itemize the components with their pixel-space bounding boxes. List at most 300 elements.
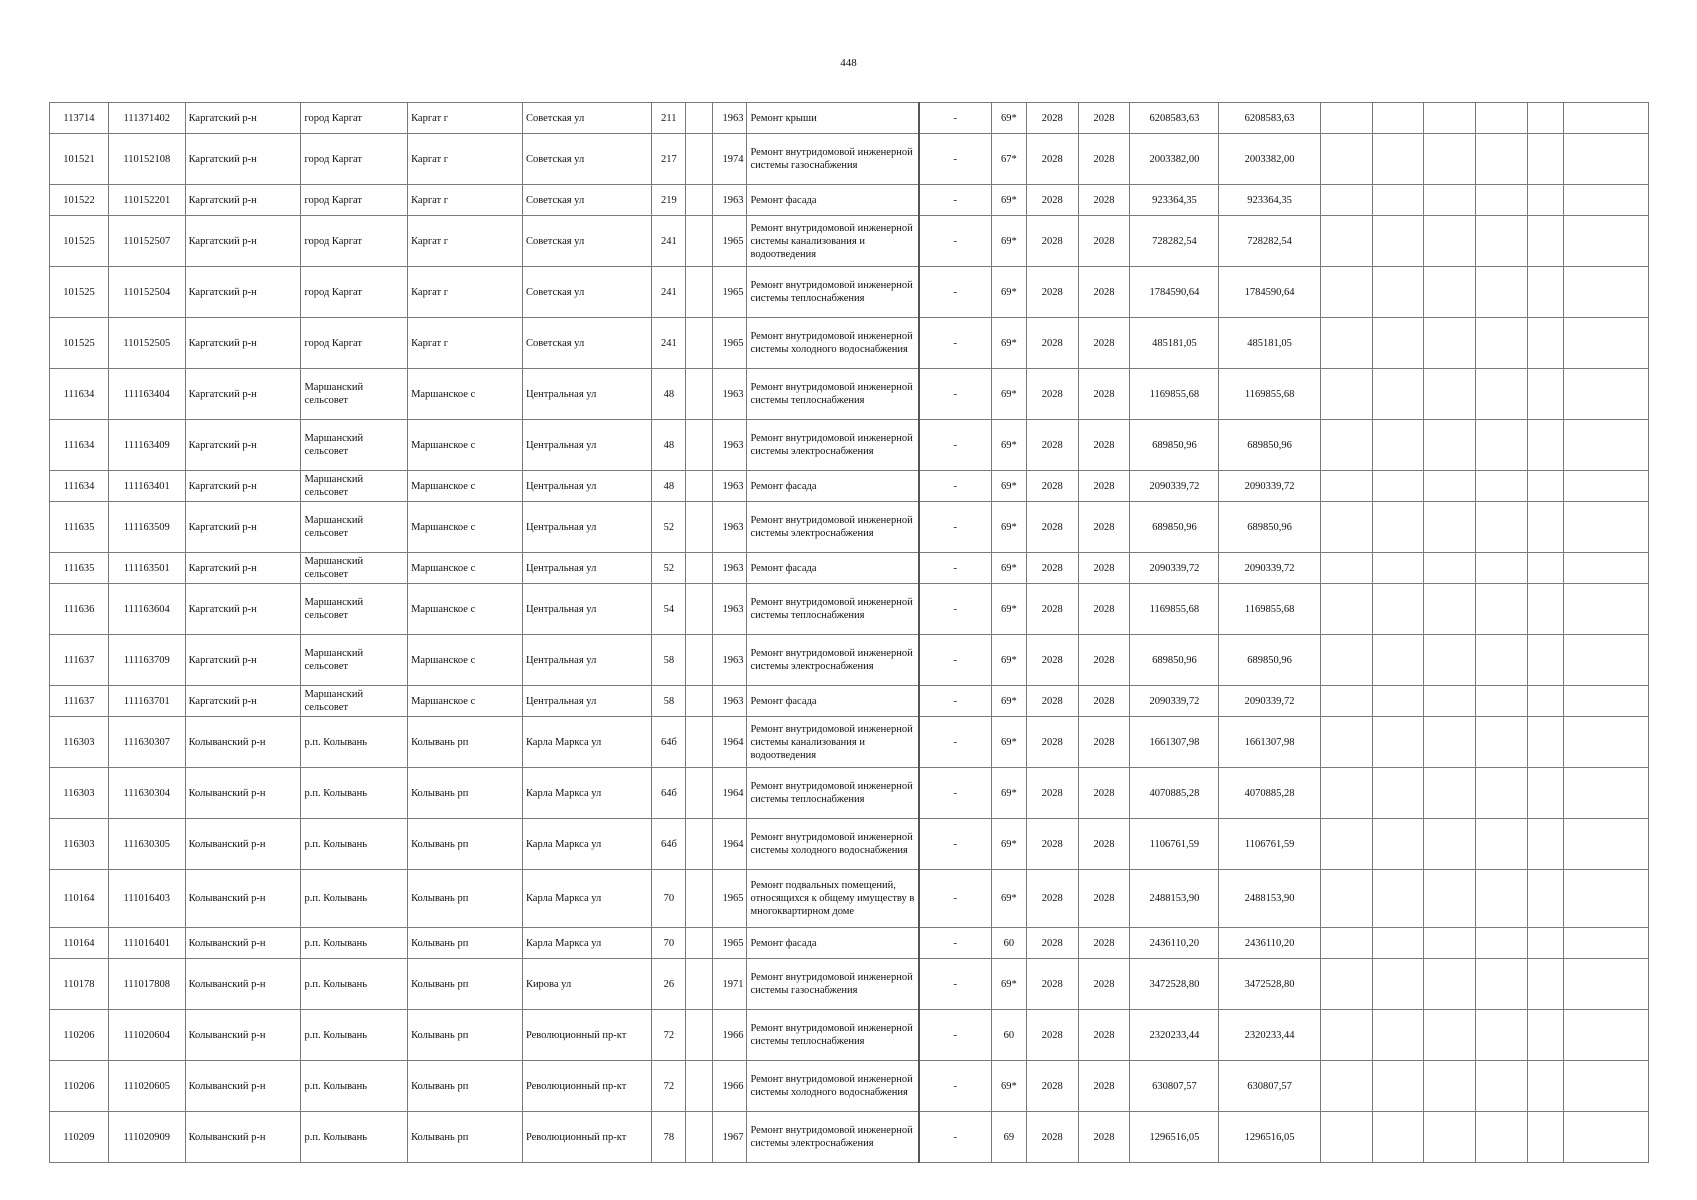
cell-total: 4070885,28 bbox=[1219, 768, 1320, 819]
cell-empty bbox=[1424, 1112, 1476, 1163]
cell-year: 1964 bbox=[713, 717, 747, 768]
cell-year-start: 2028 bbox=[1026, 870, 1078, 928]
cell-house: 241 bbox=[652, 318, 686, 369]
cell-empty bbox=[1563, 553, 1648, 584]
cell-year-start: 2028 bbox=[1026, 1112, 1078, 1163]
cell-work-type: Ремонт внутридомовой инженерной системы канализования и водоотведения bbox=[747, 216, 919, 267]
cell-id: 111637 bbox=[50, 686, 109, 717]
cell-empty bbox=[1476, 635, 1528, 686]
cell-year-end: 2028 bbox=[1078, 502, 1130, 553]
cell-settlement: Маршанское с bbox=[408, 635, 523, 686]
cell-total: 2090339,72 bbox=[1219, 686, 1320, 717]
cell-year-end: 2028 bbox=[1078, 267, 1130, 318]
cell-cost: 6208583,63 bbox=[1130, 103, 1219, 134]
cell-wear: 69* bbox=[991, 103, 1026, 134]
cell-municipality: город Каргат bbox=[301, 318, 408, 369]
cell-code: 111016403 bbox=[108, 870, 185, 928]
cell-id: 101522 bbox=[50, 185, 109, 216]
cell-year-start: 2028 bbox=[1026, 553, 1078, 584]
cell-municipality: р.п. Колывань bbox=[301, 819, 408, 870]
cell-empty bbox=[1424, 1010, 1476, 1061]
page-number: 448 bbox=[840, 57, 857, 69]
table-row bbox=[50, 216, 1649, 267]
cell-wear: 69* bbox=[991, 318, 1026, 369]
table-row bbox=[50, 768, 1649, 819]
cell-total: 728282,54 bbox=[1219, 216, 1320, 267]
cell-dash: - bbox=[919, 318, 991, 369]
cell-empty bbox=[1563, 1010, 1648, 1061]
cell-wear: 69* bbox=[991, 584, 1026, 635]
cell-empty bbox=[1527, 635, 1563, 686]
cell-empty bbox=[1372, 502, 1424, 553]
cell-empty bbox=[1527, 553, 1563, 584]
cell-cost: 4070885,28 bbox=[1130, 768, 1219, 819]
cell-work-type: Ремонт фасада bbox=[747, 553, 919, 584]
cell-empty bbox=[686, 471, 713, 502]
cell-empty bbox=[1424, 584, 1476, 635]
cell-empty bbox=[1563, 318, 1648, 369]
cell-street: Советская ул bbox=[522, 134, 651, 185]
cell-settlement: Каргат г bbox=[408, 103, 523, 134]
cell-year-end: 2028 bbox=[1078, 819, 1130, 870]
cell-total: 1169855,68 bbox=[1219, 584, 1320, 635]
cell-empty bbox=[1320, 819, 1372, 870]
cell-settlement: Маршанское с bbox=[408, 686, 523, 717]
cell-empty bbox=[1320, 768, 1372, 819]
cell-empty bbox=[686, 1061, 713, 1112]
cell-work-type: Ремонт внутридомовой инженерной системы холодного водоснабжения bbox=[747, 1061, 919, 1112]
cell-id: 110209 bbox=[50, 1112, 109, 1163]
cell-total: 689850,96 bbox=[1219, 420, 1320, 471]
cell-work-type: Ремонт крыши bbox=[747, 103, 919, 134]
cell-work-type: Ремонт внутридомовой инженерной системы канализования и водоотведения bbox=[747, 717, 919, 768]
cell-wear: 60 bbox=[991, 928, 1026, 959]
cell-year-start: 2028 bbox=[1026, 584, 1078, 635]
cell-year: 1963 bbox=[713, 553, 747, 584]
table-row bbox=[50, 134, 1649, 185]
cell-empty bbox=[1476, 1010, 1528, 1061]
cell-year-end: 2028 bbox=[1078, 1112, 1130, 1163]
cell-empty bbox=[1563, 1112, 1648, 1163]
cell-empty bbox=[1476, 1061, 1528, 1112]
cell-id: 110206 bbox=[50, 1010, 109, 1061]
cell-empty bbox=[1372, 216, 1424, 267]
cell-year-start: 2028 bbox=[1026, 103, 1078, 134]
cell-empty bbox=[1527, 471, 1563, 502]
cell-empty bbox=[1476, 369, 1528, 420]
cell-empty bbox=[1563, 134, 1648, 185]
cell-empty bbox=[1563, 819, 1648, 870]
cell-empty bbox=[1476, 870, 1528, 928]
cell-wear: 69* bbox=[991, 870, 1026, 928]
cell-empty bbox=[686, 1010, 713, 1061]
cell-year-start: 2028 bbox=[1026, 1010, 1078, 1061]
cell-cost: 1661307,98 bbox=[1130, 717, 1219, 768]
cell-empty bbox=[1424, 959, 1476, 1010]
cell-street: Центральная ул bbox=[522, 553, 651, 584]
cell-cost: 689850,96 bbox=[1130, 635, 1219, 686]
cell-empty bbox=[1527, 502, 1563, 553]
cell-empty bbox=[1372, 318, 1424, 369]
cell-empty bbox=[1320, 1061, 1372, 1112]
cell-year-end: 2028 bbox=[1078, 1061, 1130, 1112]
cell-empty bbox=[1320, 959, 1372, 1010]
cell-year-start: 2028 bbox=[1026, 420, 1078, 471]
table-row bbox=[50, 819, 1649, 870]
cell-year-end: 2028 bbox=[1078, 635, 1130, 686]
cell-settlement: Колывань рп bbox=[408, 1112, 523, 1163]
cell-settlement: Маршанское с bbox=[408, 369, 523, 420]
cell-house: 58 bbox=[652, 635, 686, 686]
cell-dash: - bbox=[919, 959, 991, 1010]
cell-code: 111020605 bbox=[108, 1061, 185, 1112]
cell-municipality: Маршанский сельсовет bbox=[301, 420, 408, 471]
cell-house: 70 bbox=[652, 928, 686, 959]
cell-year-start: 2028 bbox=[1026, 502, 1078, 553]
cell-cost: 689850,96 bbox=[1130, 420, 1219, 471]
cell-empty bbox=[1563, 267, 1648, 318]
cell-empty bbox=[1527, 103, 1563, 134]
cell-empty bbox=[1476, 134, 1528, 185]
cell-empty bbox=[686, 267, 713, 318]
cell-work-type: Ремонт внутридомовой инженерной системы холодного водоснабжения bbox=[747, 318, 919, 369]
cell-district: Каргатский р-н bbox=[185, 318, 301, 369]
cell-empty bbox=[1476, 103, 1528, 134]
cell-settlement: Каргат г bbox=[408, 318, 523, 369]
cell-year-end: 2028 bbox=[1078, 686, 1130, 717]
table-row bbox=[50, 553, 1649, 584]
cell-year-start: 2028 bbox=[1026, 768, 1078, 819]
cell-empty bbox=[1563, 870, 1648, 928]
cell-year: 1965 bbox=[713, 870, 747, 928]
cell-code: 111163404 bbox=[108, 369, 185, 420]
cell-year-start: 2028 bbox=[1026, 959, 1078, 1010]
cell-year-start: 2028 bbox=[1026, 717, 1078, 768]
cell-year: 1967 bbox=[713, 1112, 747, 1163]
cell-district: Каргатский р-н bbox=[185, 216, 301, 267]
cell-empty bbox=[686, 185, 713, 216]
cell-cost: 728282,54 bbox=[1130, 216, 1219, 267]
cell-house: 54 bbox=[652, 584, 686, 635]
cell-total: 2320233,44 bbox=[1219, 1010, 1320, 1061]
cell-empty bbox=[1563, 584, 1648, 635]
table-row bbox=[50, 103, 1649, 134]
cell-empty bbox=[686, 420, 713, 471]
cell-dash: - bbox=[919, 134, 991, 185]
table-row bbox=[50, 471, 1649, 502]
cell-empty bbox=[686, 318, 713, 369]
cell-work-type: Ремонт внутридомовой инженерной системы электроснабжения bbox=[747, 502, 919, 553]
table-row bbox=[50, 1061, 1649, 1112]
cell-street: Центральная ул bbox=[522, 686, 651, 717]
cell-wear: 69* bbox=[991, 369, 1026, 420]
cell-empty bbox=[1424, 420, 1476, 471]
cell-wear: 69* bbox=[991, 267, 1026, 318]
cell-id: 101525 bbox=[50, 318, 109, 369]
cell-work-type: Ремонт внутридомовой инженерной системы газоснабжения bbox=[747, 134, 919, 185]
cell-empty bbox=[1320, 717, 1372, 768]
cell-empty bbox=[1320, 267, 1372, 318]
cell-empty bbox=[1424, 928, 1476, 959]
cell-empty bbox=[1372, 584, 1424, 635]
cell-empty bbox=[1476, 1112, 1528, 1163]
cell-work-type: Ремонт фасада bbox=[747, 686, 919, 717]
cell-year-start: 2028 bbox=[1026, 686, 1078, 717]
cell-district: Каргатский р-н bbox=[185, 103, 301, 134]
cell-cost: 2436110,20 bbox=[1130, 928, 1219, 959]
cell-dash: - bbox=[919, 928, 991, 959]
cell-street: Кирова ул bbox=[522, 959, 651, 1010]
cell-empty bbox=[686, 584, 713, 635]
cell-municipality: Маршанский сельсовет bbox=[301, 369, 408, 420]
cell-street: Центральная ул bbox=[522, 502, 651, 553]
cell-district: Каргатский р-н bbox=[185, 471, 301, 502]
cell-empty bbox=[1563, 369, 1648, 420]
table-row bbox=[50, 1010, 1649, 1061]
cell-settlement: Маршанское с bbox=[408, 553, 523, 584]
cell-work-type: Ремонт внутридомовой инженерной системы теплоснабжения bbox=[747, 369, 919, 420]
cell-settlement: Колывань рп bbox=[408, 1010, 523, 1061]
table-row bbox=[50, 717, 1649, 768]
cell-wear: 69* bbox=[991, 635, 1026, 686]
cell-empty bbox=[1424, 267, 1476, 318]
cell-total: 630807,57 bbox=[1219, 1061, 1320, 1112]
cell-year: 1963 bbox=[713, 686, 747, 717]
cell-year: 1964 bbox=[713, 819, 747, 870]
cell-district: Каргатский р-н bbox=[185, 686, 301, 717]
cell-year: 1966 bbox=[713, 1010, 747, 1061]
cell-cost: 1169855,68 bbox=[1130, 369, 1219, 420]
cell-municipality: р.п. Колывань bbox=[301, 959, 408, 1010]
cell-street: Карла Маркса ул bbox=[522, 768, 651, 819]
cell-municipality: город Каргат bbox=[301, 267, 408, 318]
cell-work-type: Ремонт внутридомовой инженерной системы теплоснабжения bbox=[747, 1010, 919, 1061]
cell-year: 1963 bbox=[713, 584, 747, 635]
cell-cost: 485181,05 bbox=[1130, 318, 1219, 369]
cell-id: 110206 bbox=[50, 1061, 109, 1112]
cell-code: 111630307 bbox=[108, 717, 185, 768]
cell-work-type: Ремонт фасада bbox=[747, 185, 919, 216]
cell-work-type: Ремонт внутридомовой инженерной системы теплоснабжения bbox=[747, 584, 919, 635]
cell-code: 111163401 bbox=[108, 471, 185, 502]
cell-empty bbox=[1320, 1010, 1372, 1061]
cell-empty bbox=[1320, 553, 1372, 584]
cell-empty bbox=[1372, 819, 1424, 870]
cell-cost: 689850,96 bbox=[1130, 502, 1219, 553]
cell-total: 923364,35 bbox=[1219, 185, 1320, 216]
cell-empty bbox=[1563, 471, 1648, 502]
cell-year: 1965 bbox=[713, 928, 747, 959]
cell-street: Карла Маркса ул bbox=[522, 717, 651, 768]
cell-cost: 1169855,68 bbox=[1130, 584, 1219, 635]
table-row bbox=[50, 502, 1649, 553]
cell-municipality: Маршанский сельсовет bbox=[301, 553, 408, 584]
cell-cost: 923364,35 bbox=[1130, 185, 1219, 216]
cell-house: 72 bbox=[652, 1061, 686, 1112]
cell-street: Советская ул bbox=[522, 216, 651, 267]
cell-code: 111371402 bbox=[108, 103, 185, 134]
cell-dash: - bbox=[919, 870, 991, 928]
cell-id: 111635 bbox=[50, 502, 109, 553]
cell-year: 1963 bbox=[713, 420, 747, 471]
cell-empty bbox=[1320, 103, 1372, 134]
cell-total: 1169855,68 bbox=[1219, 369, 1320, 420]
cell-empty bbox=[1320, 635, 1372, 686]
cell-district: Колыванский р-н bbox=[185, 870, 301, 928]
cell-work-type: Ремонт подвальных помещений, относящихся к общему имуществу в многоквартирном доме bbox=[747, 870, 919, 928]
cell-year-end: 2028 bbox=[1078, 103, 1130, 134]
cell-settlement: Колывань рп bbox=[408, 819, 523, 870]
cell-wear: 69* bbox=[991, 420, 1026, 471]
cell-house: 241 bbox=[652, 216, 686, 267]
cell-house: 64б bbox=[652, 717, 686, 768]
cell-empty bbox=[1476, 768, 1528, 819]
cell-dash: - bbox=[919, 185, 991, 216]
cell-code: 111017808 bbox=[108, 959, 185, 1010]
cell-empty bbox=[1320, 1112, 1372, 1163]
cell-dash: - bbox=[919, 686, 991, 717]
cell-house: 58 bbox=[652, 686, 686, 717]
cell-empty bbox=[1320, 420, 1372, 471]
cell-dash: - bbox=[919, 267, 991, 318]
cell-cost: 2090339,72 bbox=[1130, 553, 1219, 584]
cell-municipality: город Каргат bbox=[301, 134, 408, 185]
cell-house: 48 bbox=[652, 369, 686, 420]
cell-empty bbox=[1476, 959, 1528, 1010]
cell-empty bbox=[1476, 819, 1528, 870]
cell-empty bbox=[1476, 318, 1528, 369]
cell-street: Советская ул bbox=[522, 267, 651, 318]
cell-total: 1784590,64 bbox=[1219, 267, 1320, 318]
cell-dash: - bbox=[919, 216, 991, 267]
table-row bbox=[50, 686, 1649, 717]
capital-repair-table bbox=[49, 102, 1649, 1163]
cell-empty bbox=[1320, 584, 1372, 635]
cell-year: 1963 bbox=[713, 502, 747, 553]
cell-district: Каргатский р-н bbox=[185, 584, 301, 635]
cell-empty bbox=[1424, 870, 1476, 928]
cell-settlement: Маршанское с bbox=[408, 420, 523, 471]
cell-work-type: Ремонт фасада bbox=[747, 471, 919, 502]
cell-empty bbox=[1527, 185, 1563, 216]
cell-total: 1661307,98 bbox=[1219, 717, 1320, 768]
cell-settlement: Колывань рп bbox=[408, 1061, 523, 1112]
table-row bbox=[50, 267, 1649, 318]
cell-empty bbox=[1527, 420, 1563, 471]
cell-year-end: 2028 bbox=[1078, 928, 1130, 959]
cell-district: Колыванский р-н bbox=[185, 1061, 301, 1112]
cell-empty bbox=[1372, 635, 1424, 686]
cell-district: Каргатский р-н bbox=[185, 502, 301, 553]
cell-empty bbox=[1372, 185, 1424, 216]
cell-year-end: 2028 bbox=[1078, 870, 1130, 928]
cell-empty bbox=[1424, 369, 1476, 420]
cell-year: 1963 bbox=[713, 185, 747, 216]
cell-empty bbox=[686, 686, 713, 717]
cell-empty bbox=[1372, 553, 1424, 584]
cell-empty bbox=[1372, 1112, 1424, 1163]
cell-empty bbox=[686, 553, 713, 584]
cell-empty bbox=[1527, 928, 1563, 959]
cell-street: Центральная ул bbox=[522, 635, 651, 686]
cell-cost: 630807,57 bbox=[1130, 1061, 1219, 1112]
cell-street: Советская ул bbox=[522, 318, 651, 369]
cell-empty bbox=[1563, 768, 1648, 819]
cell-empty bbox=[686, 959, 713, 1010]
cell-empty bbox=[1476, 420, 1528, 471]
cell-empty bbox=[1372, 768, 1424, 819]
cell-year-end: 2028 bbox=[1078, 216, 1130, 267]
cell-empty bbox=[1320, 870, 1372, 928]
cell-empty bbox=[1563, 185, 1648, 216]
cell-code: 111163604 bbox=[108, 584, 185, 635]
cell-work-type: Ремонт внутридомовой инженерной системы электроснабжения bbox=[747, 420, 919, 471]
cell-year-end: 2028 bbox=[1078, 768, 1130, 819]
cell-empty bbox=[1320, 686, 1372, 717]
cell-wear: 69* bbox=[991, 959, 1026, 1010]
cell-empty bbox=[1424, 686, 1476, 717]
cell-id: 110178 bbox=[50, 959, 109, 1010]
cell-house: 64б bbox=[652, 819, 686, 870]
cell-code: 111163701 bbox=[108, 686, 185, 717]
cell-empty bbox=[1476, 216, 1528, 267]
cell-cost: 1296516,05 bbox=[1130, 1112, 1219, 1163]
cell-street: Советская ул bbox=[522, 103, 651, 134]
cell-house: 64б bbox=[652, 768, 686, 819]
cell-empty bbox=[1476, 185, 1528, 216]
cell-year-start: 2028 bbox=[1026, 369, 1078, 420]
cell-work-type: Ремонт внутридомовой инженерной системы теплоснабжения bbox=[747, 267, 919, 318]
cell-district: Каргатский р-н bbox=[185, 635, 301, 686]
cell-empty bbox=[1372, 103, 1424, 134]
cell-empty bbox=[686, 768, 713, 819]
cell-id: 111635 bbox=[50, 553, 109, 584]
cell-empty bbox=[1424, 103, 1476, 134]
cell-empty bbox=[1527, 216, 1563, 267]
cell-empty bbox=[686, 134, 713, 185]
cell-settlement: Колывань рп bbox=[408, 928, 523, 959]
cell-dash: - bbox=[919, 635, 991, 686]
cell-dash: - bbox=[919, 768, 991, 819]
cell-settlement: Каргат г bbox=[408, 185, 523, 216]
cell-street: Карла Маркса ул bbox=[522, 928, 651, 959]
cell-settlement: Колывань рп bbox=[408, 717, 523, 768]
cell-empty bbox=[1372, 420, 1424, 471]
cell-code: 111630304 bbox=[108, 768, 185, 819]
cell-cost: 3472528,80 bbox=[1130, 959, 1219, 1010]
cell-code: 111163509 bbox=[108, 502, 185, 553]
cell-municipality: р.п. Колывань bbox=[301, 928, 408, 959]
cell-work-type: Ремонт внутридомовой инженерной системы холодного водоснабжения bbox=[747, 819, 919, 870]
cell-code: 111163709 bbox=[108, 635, 185, 686]
cell-year-start: 2028 bbox=[1026, 134, 1078, 185]
cell-empty bbox=[1372, 1061, 1424, 1112]
cell-street: Центральная ул bbox=[522, 471, 651, 502]
cell-cost: 2090339,72 bbox=[1130, 686, 1219, 717]
cell-year: 1965 bbox=[713, 267, 747, 318]
cell-empty bbox=[1563, 928, 1648, 959]
cell-empty bbox=[1320, 471, 1372, 502]
cell-house: 217 bbox=[652, 134, 686, 185]
cell-year-end: 2028 bbox=[1078, 1010, 1130, 1061]
cell-house: 72 bbox=[652, 1010, 686, 1061]
cell-street: Революционный пр-кт bbox=[522, 1010, 651, 1061]
cell-empty bbox=[1563, 1061, 1648, 1112]
cell-id: 113714 bbox=[50, 103, 109, 134]
cell-street: Карла Маркса ул bbox=[522, 870, 651, 928]
cell-municipality: город Каргат bbox=[301, 103, 408, 134]
cell-year-start: 2028 bbox=[1026, 471, 1078, 502]
